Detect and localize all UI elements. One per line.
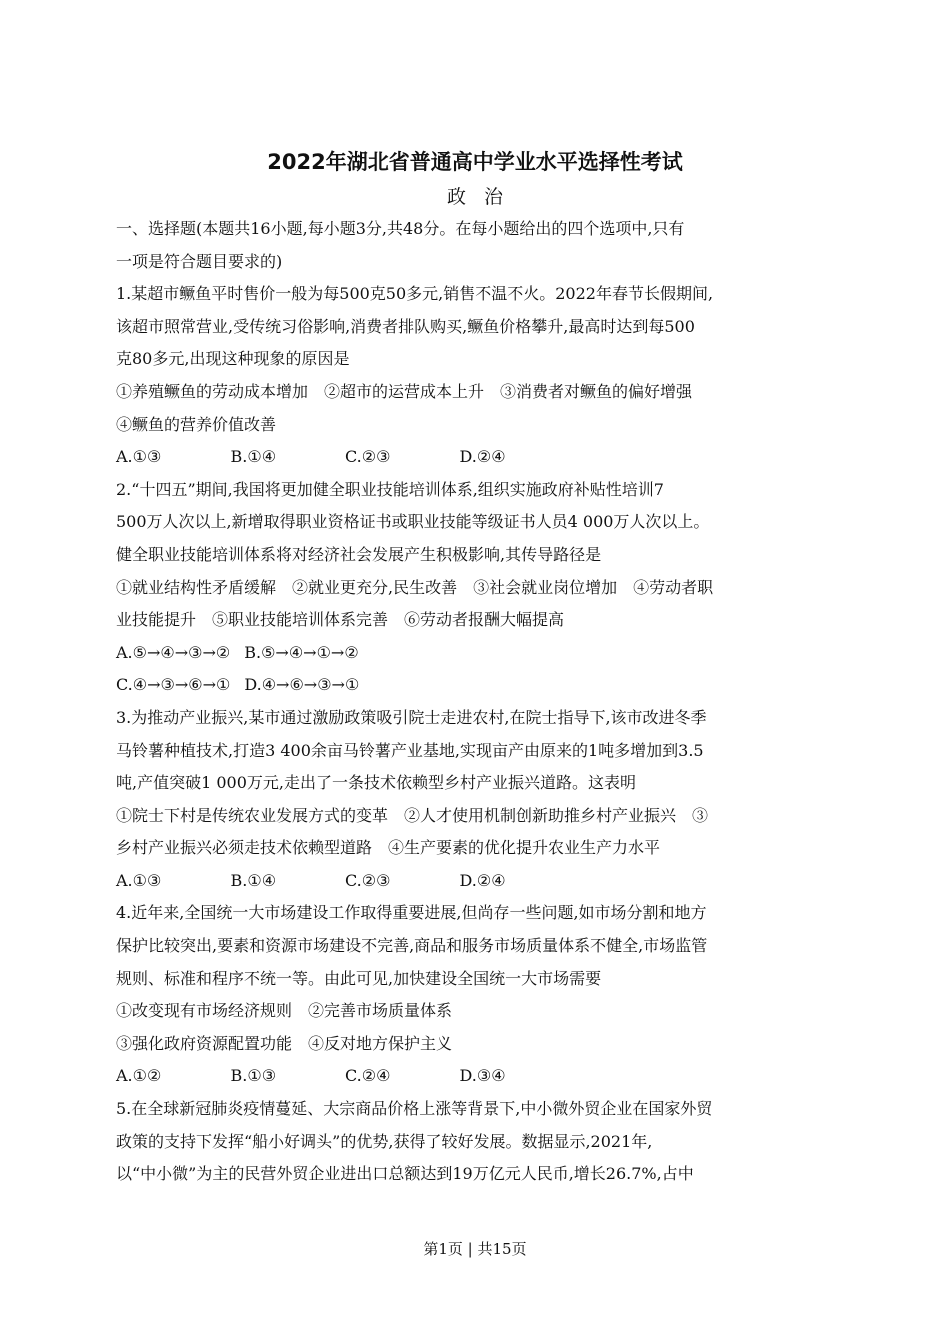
statement-line: 业技能提升 ⑤职业技能培训体系完善 ⑥劳动者报酬大幅提高 (116, 610, 565, 630)
option-a: A.⑤→④→③→② (116, 642, 231, 662)
question-stem-line: 2.“十四五”期间,我国将更加健全职业技能培训体系,组织实施政府补贴性培训7 (116, 479, 664, 499)
option-d: D.②④ (459, 447, 506, 467)
question-stem-line: 吨,产值突破1 000万元,走出了一条技术依赖型乡村产业振兴道路。这表明 (116, 773, 636, 793)
statement-line: ①改变现有市场经济规则 ②完善市场质量体系 (116, 1001, 453, 1021)
option-d: D.②④ (459, 870, 506, 890)
question-stem-line: 马铃薯种植技术,打造3 400余亩马铃薯产业基地,实现亩产由原来的1吨多增加到3.5 (116, 740, 704, 760)
answer-options (116, 1060, 836, 1093)
exam-content (116, 213, 836, 1191)
option-c: C.②④ (345, 1066, 391, 1086)
section-heading-line: 一项是符合题目要求的) (116, 251, 283, 271)
option-d: D.③④ (459, 1066, 506, 1086)
answer-options (116, 865, 836, 898)
exam-title: 2022年湖北省普通高中学业水平选择性考试 (267, 150, 683, 174)
option-b: B.①③ (230, 1066, 277, 1086)
option-b: B.⑤→④→①→② (244, 642, 359, 662)
option-b: B.①④ (230, 447, 277, 467)
question-1 (116, 278, 836, 474)
question-3 (116, 702, 836, 898)
option-c: C.②③ (345, 447, 391, 467)
statement-line: ④鳜鱼的营养价值改善 (116, 414, 277, 434)
answer-options (116, 669, 836, 702)
question-stem-line: 4.近年来,全国统一大市场建设工作取得重要进展,但尚存一些问题,如市场分割和地方 (116, 903, 707, 923)
statement-line: ①养殖鳜鱼的劳动成本增加 ②超市的运营成本上升 ③消费者对鳜鱼的偏好增强 (116, 381, 693, 401)
statement-line: ①就业结构性矛盾缓解 ②就业更充分,民生改善 ③社会就业岗位增加 ④劳动者职 (116, 577, 714, 597)
option-c: C.④→③→⑥→① (116, 675, 231, 695)
question-stem-line: 规则、标准和程序不统一等。由此可见,加快建设全国统一大市场需要 (116, 968, 602, 988)
question-stem-line: 政策的支持下发挥“船小好调头”的优势,获得了较好发展。数据显示,2021年, (116, 1131, 653, 1151)
statement-line: 乡村产业振兴必须走技术依赖型道路 ④生产要素的优化提升农业生产力水平 (116, 838, 661, 858)
question-stem-line: 5.在全球新冠肺炎疫情蔓延、大宗商品价格上涨等背景下,中小微外贸企业在国家外贸 (116, 1099, 713, 1119)
option-d: D.④→⑥→③→① (244, 675, 360, 695)
question-stem-line: 该超市照常营业,受传统习俗影响,消费者排队购买,鳜鱼价格攀升,最高时达到每500 (116, 316, 695, 336)
section-heading-line: 一、选择题(本题共16小题,每小题3分,共48分。在每小题给出的四个选项中,只有 (116, 219, 685, 238)
question-stem-line: 3.为推动产业振兴,某市通过激励政策吸引院士走进农村,在院士指导下,该市改进冬季 (116, 707, 707, 727)
answer-options (116, 441, 836, 474)
question-5 (116, 1093, 836, 1191)
question-2 (116, 474, 836, 702)
option-c: C.②③ (345, 870, 391, 890)
option-a: A.①③ (116, 447, 162, 467)
question-stem-line: 健全职业技能培训体系将对经济社会发展产生积极影响,其传导路径是 (116, 544, 602, 564)
option-a: A.①② (116, 1066, 162, 1086)
question-stem-line: 1.某超市鳜鱼平时售价一般为每500克50多元,销售不温不火。2022年春节长假期间, (116, 284, 714, 304)
question-stem-line: 以“中小微”为主的民营外贸企业进出口总额达到19万亿元人民币,增长26.7%,占中 (116, 1164, 694, 1184)
statement-line: ①院士下村是传统农业发展方式的变革 ②人才使用机制创新助推乡村产业振兴 ③ (116, 805, 709, 825)
question-stem-line: 克80多元,出现这种现象的原因是 (116, 349, 350, 369)
page-footer: 第1页 | 共15页 (423, 1240, 527, 1258)
option-a: A.①③ (116, 870, 162, 890)
question-4 (116, 897, 836, 1093)
question-stem-line: 500万人次以上,新增取得职业资格证书或职业技能等级证书人员4 000万人次以上。 (116, 512, 710, 532)
option-b: B.①④ (230, 870, 277, 890)
exam-subject: 政治 (446, 186, 521, 208)
question-stem-line: 保护比较突出,要素和资源市场建设不完善,商品和服务市场质量体系不健全,市场监管 (116, 936, 708, 956)
statement-line: ③强化政府资源配置功能 ④反对地方保护主义 (116, 1033, 453, 1053)
answer-options (116, 637, 836, 670)
